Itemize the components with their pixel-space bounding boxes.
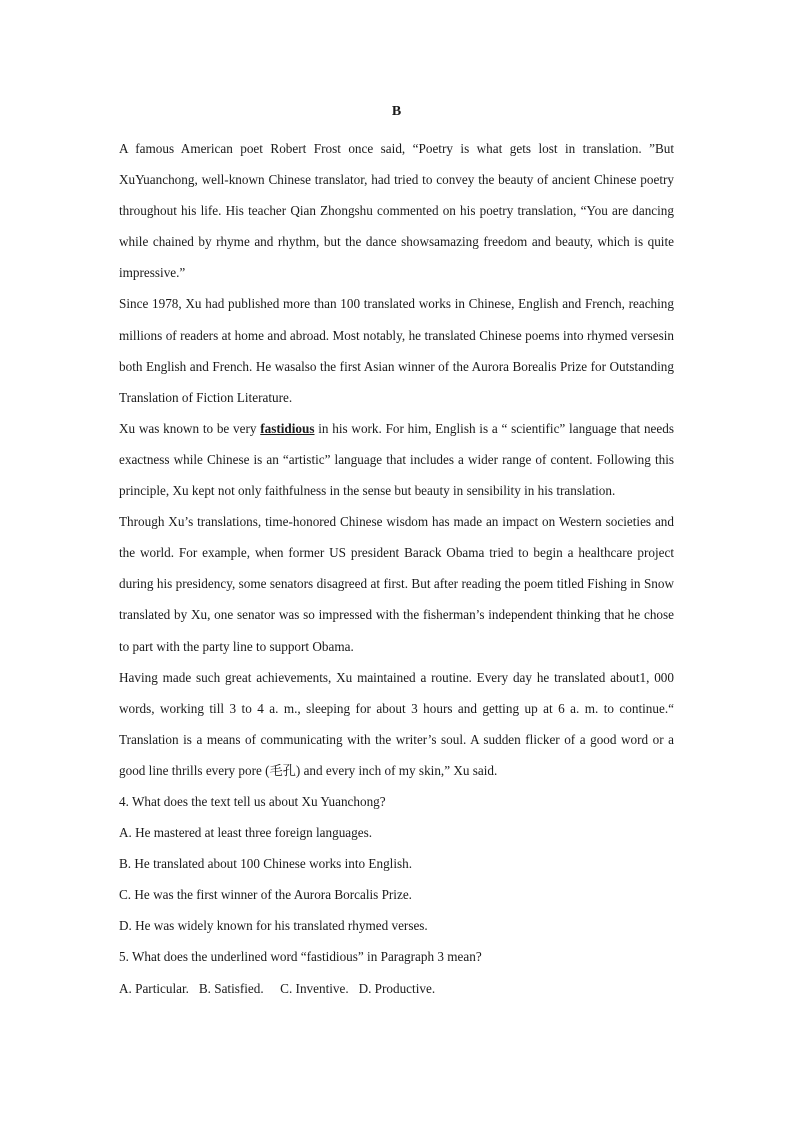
question-5-option-b: B. Satisfied.	[198, 980, 264, 996]
paragraph-4: Through Xu’s translations, time-honored Chinese wisdom has made an impact on Western societies and the world. For example, when former US president Barack Obama tried to begin a healthcare project during his presidency, some senators disagreed at first. But after reading the poem titled Fishing in Snow translated by Xu, one senator was so impressed with the fisherman’s independent thinking that he chose to part with the party line to support Obama.	[119, 514, 674, 654]
paragraph-3-after: in his work. For him, English is a “ scientific” language that needs exactness while Chinese is an “artistic” language that includes a wider range of content. Following this principle, Xu kept not only faithfulness in the sense but beauty in sensibility in his translation.	[119, 420, 674, 499]
section-title: B	[391, 104, 402, 119]
question-5-options	[119, 973, 674, 1004]
underlined-keyword: fastidious	[260, 420, 315, 436]
question-4-stem: 4. What does the text tell us about Xu Yuanchong?	[119, 793, 386, 809]
question-4-option-d: D. He was widely known for his translated rhymed verses.	[119, 918, 428, 934]
question-5-stem: 5. What does the underlined word “fastidious” in Paragraph 3 mean?	[119, 949, 482, 965]
question-5-option-d: D. Productive.	[358, 980, 436, 996]
question-4-option-c: C. He was the first winner of the Aurora Borcalis Prize.	[119, 887, 412, 903]
paragraph-2: Since 1978, Xu had published more than 100 translated works in Chinese, English and French, reaching millions of readers at home and abroad. Most notably, he translated Chinese poems into rhymed versesin both English and French. He wasalso the first Asian winner of the Aurora Borealis Prize for Outstanding Translation of Fiction Literature.	[119, 296, 674, 405]
question-4-option-b: B. He translated about 100 Chinese works into English.	[119, 856, 413, 872]
paragraph-5: Having made such great achievements, Xu maintained a routine. Every day he translated about1, 000 words, working till 3 to 4 a. m., sleeping for about 3 hours and getting up at 6 a. m. to continue.“ Translation is a means of communicating with the writer’s soul. A sudden flicker of a good word or a good line thrills every pore (毛孔) and every inch of my skin,” Xu said.	[119, 669, 674, 778]
reading-passage-page	[119, 102, 674, 1004]
question-5-option-a: A. Particular.	[119, 980, 189, 996]
question-4-option-a: A. He mastered at least three foreign languages.	[119, 825, 373, 841]
paragraph-1: A famous American poet Robert Frost once said, “Poetry is what gets lost in translation. ”But XuYuanchong, well-known Chinese translator, had tried to convey the beauty of ancient Chinese poetry throughout his life. His teacher Qian Zhongshu commented on his poetry translation, “You are dancing while chained by rhyme and rhythm, but the dance showsamazing freedom and beauty, which is quite impressive.”	[119, 141, 674, 281]
question-5-option-c: C. Inventive.	[280, 980, 349, 996]
paragraph-3-before: Xu was known to be very	[119, 420, 261, 436]
paragraph-3	[119, 413, 674, 506]
